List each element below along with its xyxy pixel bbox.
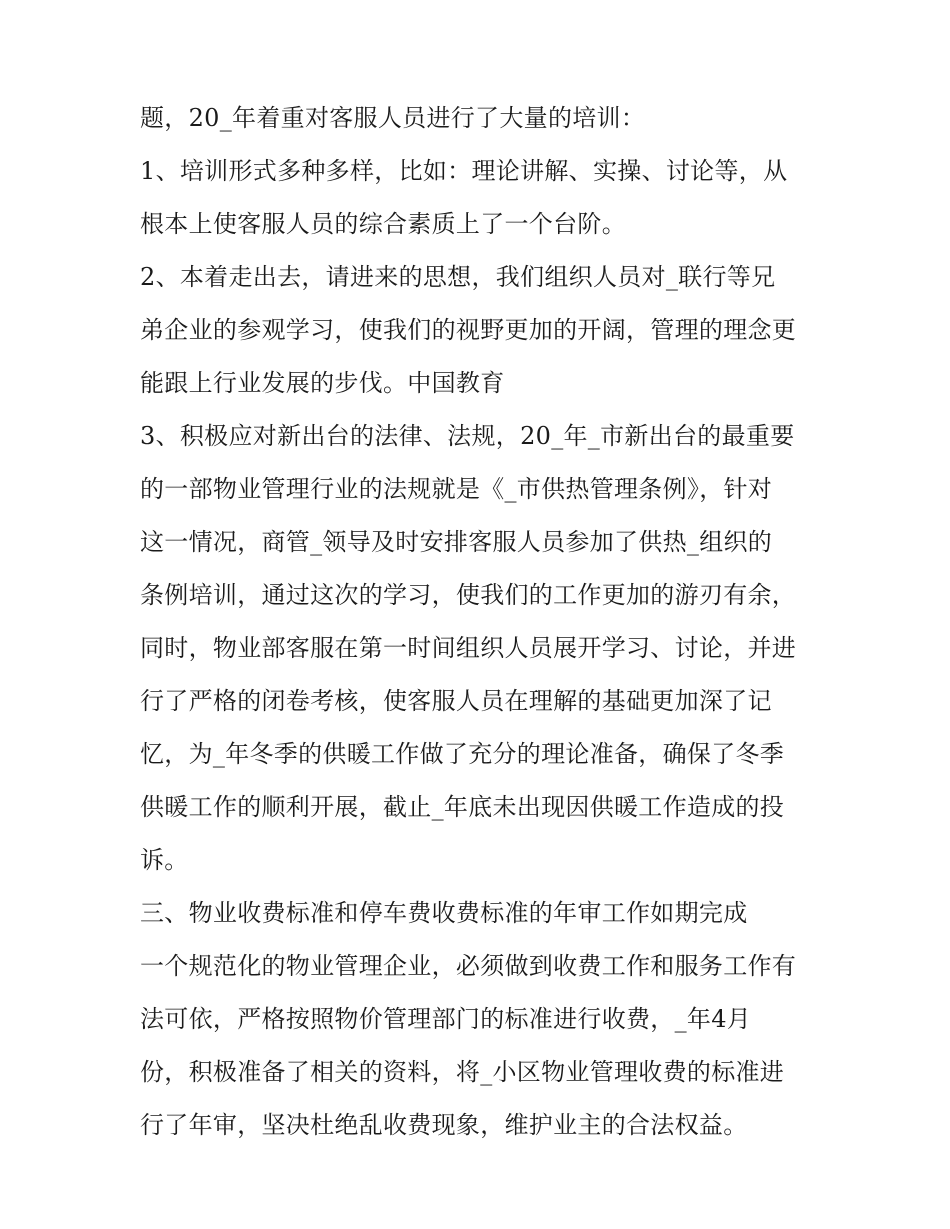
text-line: 的一部物业管理行业的法规就是《_市供热管理条例》，针对 [140, 475, 773, 503]
text-line: 忆，为_年冬季的供暖工作做了充分的理论准备，确保了冬季 [140, 740, 785, 768]
text-line: 1、培训形式多种多样，比如：理论讲解、实操、讨论等，从 [140, 157, 788, 185]
text-line: 同时，物业部客服在第一时间组织人员展开学习、讨论，并进 [140, 634, 797, 662]
text-line: 3、积极应对新出台的法律、法规，20_年_市新出台的最重要 [140, 422, 795, 450]
text-line: 根本上使客服人员的综合素质上了一个台阶。 [140, 210, 626, 238]
text-line: 2、本着走出去，请进来的思想，我们组织人员对_联行等兄 [140, 263, 776, 291]
text-line: 一个规范化的物业管理企业，必须做到收费工作和服务工作有 [140, 952, 797, 980]
text-line: 题，20_年着重对客服人员进行了大量的培训： [140, 104, 646, 132]
text-line: 弟企业的参观学习，使我们的视野更加的开阔，管理的理念更 [140, 316, 797, 344]
text-line: 这一情况，商管_领导及时安排客服人员参加了供热_组织的 [140, 528, 773, 556]
text-line: 法可依，严格按照物价管理部门的标准进行收费，_年4月 [140, 1005, 752, 1033]
text-line: 供暖工作的顺利开展，截止_年底未出现因供暖工作造成的投 [140, 793, 785, 821]
text-line: 能跟上行业发展的步伐。中国教育 [140, 369, 505, 397]
text-line: 条例培训，通过这次的学习，使我们的工作更加的游刃有余， [140, 581, 797, 609]
text-line: 行了年审，坚决杜绝乱收费现象，维护业主的合法权益。 [140, 1111, 748, 1139]
document-body [140, 106, 840, 1166]
text-line: 诉。 [140, 846, 189, 874]
section-heading: 三、物业收费标准和停车费收费标准的年审工作如期完成 [140, 899, 748, 927]
text-line: 行了严格的闭卷考核，使客服人员在理解的基础更加深了记 [140, 687, 772, 715]
text-line: 份，积极准备了相关的资料，将_小区物业管理收费的标准进 [140, 1058, 785, 1086]
